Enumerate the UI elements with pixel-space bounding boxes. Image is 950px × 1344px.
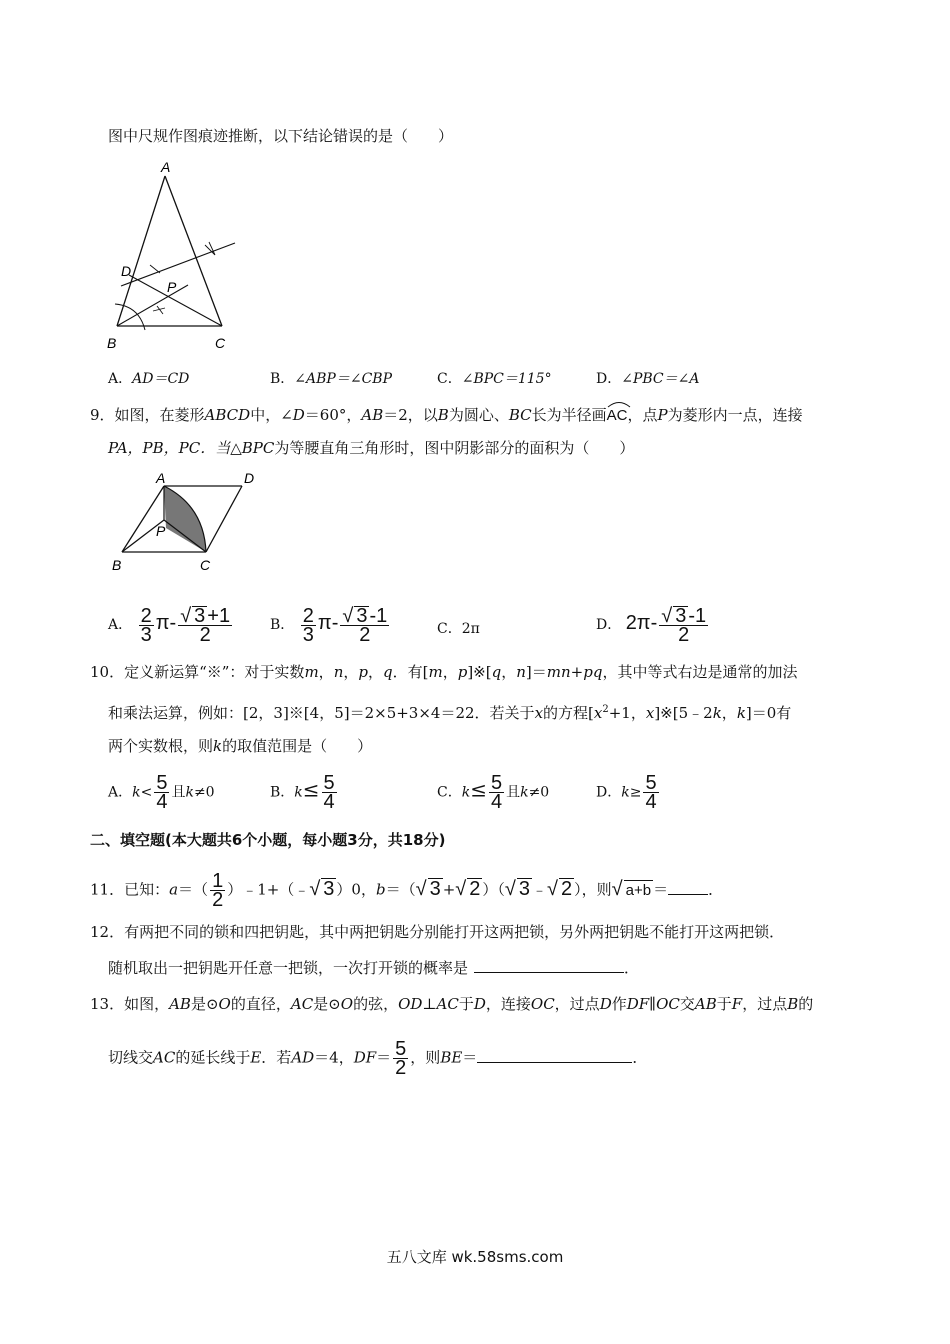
q12-answer-blank[interactable]: [474, 958, 624, 973]
q8-label-c: C: [215, 335, 226, 351]
footer-watermark: 五八文库 wk.58sms.com: [386, 1248, 564, 1266]
arc-ac: AC: [607, 402, 628, 426]
q8-option-c: C．∠BPC＝115°: [437, 371, 552, 387]
q13-answer-blank[interactable]: [477, 1048, 632, 1063]
q9-option-c: C．2π: [437, 621, 480, 637]
q8-stem: 图中尺规作图痕迹推断，以下结论错误的是（ ）: [108, 127, 454, 145]
q10-option-d: D．k≥ $\frac{5}{4}$: [596, 772, 657, 813]
q8-option-d: D．∠PBC＝∠A: [596, 371, 700, 387]
q9-figure: [108, 468, 268, 578]
q9-option-a: A． $\frac{2}{3}$ π- $\frac{√ 3 +1}{2}$: [108, 604, 231, 646]
q10-line3: 两个实数根，则k的取值范围是（ ）: [108, 737, 373, 755]
q9-label-d: D: [244, 470, 255, 486]
q8-label-a: A: [161, 159, 171, 175]
q8-option-b: B．∠ABP＝∠CBP: [270, 371, 392, 387]
q9-option-d: D． 2π- $\frac{√ 3 -1}{2}$: [596, 605, 707, 646]
q13-line1: 13．如图，AB是⊙O的直径，AC是⊙O的弦，OD⊥AC于D，连接OC，过点D作DF∥OC交AB于F，过点B的: [90, 995, 814, 1013]
q10-option-a: A．k< $\frac{5}{4}$ 且k≠0: [108, 772, 215, 813]
q11-answer-blank[interactable]: [668, 880, 708, 895]
q12-line1: 12．有两把不同的锁和四把钥匙，其中两把钥匙分别能打开这两把锁，另外两把钥匙不能打开这两把锁．: [90, 923, 785, 941]
q9-line2: PA，PB，PC．当△BPC为等腰直角三角形时，图中阴影部分的面积为（ ）: [108, 439, 635, 457]
q9-label-c: C: [200, 557, 211, 573]
q10-option-b: B．k≤ $\frac{5}{4}$: [270, 772, 335, 813]
section2-heading: 二、填空题(本大题共6个小题，每小题3分，共18分): [90, 831, 446, 849]
q13-line2: 切线交AC的延长线于E．若AD＝4，DF＝ $\frac{5}{2}$ ，则BE＝ ．: [108, 1038, 648, 1079]
q10-line1: 10．定义新运算“※”：对于实数m，n，p，q．有[m，p]※[q，n]＝mn+pq，其中等式右边是通常的加法: [90, 663, 798, 681]
q9-option-b: B． $\frac{2}{3}$ π- $\frac{√ 3 -1}{2}$: [270, 604, 388, 646]
q8-option-a: A．AD＝CD: [108, 371, 190, 387]
q11-line: 11．已知：a＝（ $\frac{1}{2}$ ）﹣1+（﹣√ 3 ）0，b＝（√ 3 +√ 2 ）（√ 3 ﹣√ 2 ），则√ a+b ＝ ．: [90, 870, 724, 911]
q10-line2: 和乘法运算，例如：[2，3]※[4，5]＝2×5+3×4＝22．若关于x的方程[$x^2+1$，x]※[5﹣2k，k]＝0有: [108, 704, 792, 722]
q10-option-c: C．k≤ $\frac{5}{4}$ 且k≠0: [437, 772, 550, 813]
q8-label-b: B: [107, 335, 117, 351]
q12-line2: 随机取出一把钥匙开任意一把锁，一次打开锁的概率是 ．: [108, 959, 640, 977]
q9-label-p: P: [156, 523, 166, 539]
q9-label-a: A: [156, 470, 166, 486]
q9-label-b: B: [112, 557, 122, 573]
q8-label-p: P: [167, 279, 177, 295]
q9-line1: 9．如图，在菱形ABCD中，∠D＝60°，AB＝2，以B为圆心、BC长为半径画 AC，点P为菱形内一点，连接: [90, 402, 803, 426]
q8-figure: [105, 158, 245, 353]
q8-label-d: D: [121, 263, 132, 279]
